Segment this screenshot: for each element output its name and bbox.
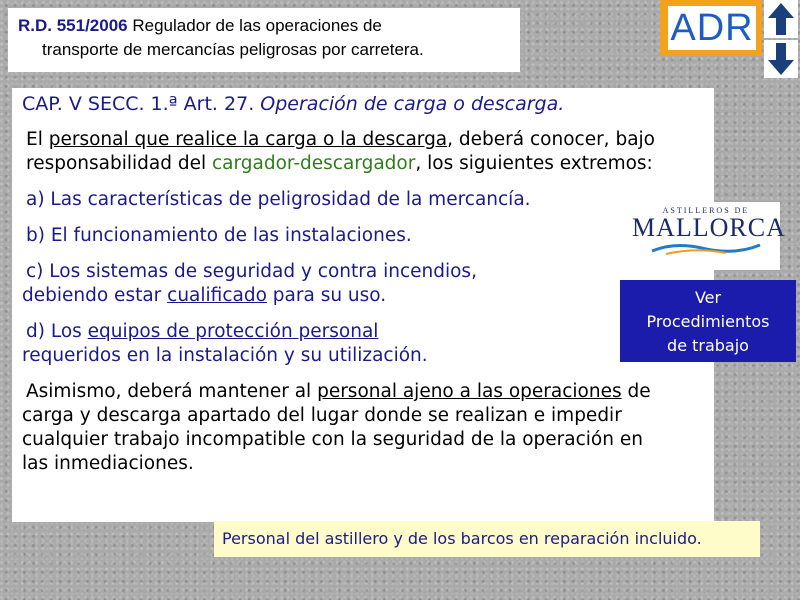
item-c-underlined: cualificado [167,285,267,306]
button-line-2: Procedimientos [646,312,770,331]
intro-part-3: , deberá conocer, bajo [447,129,655,150]
rd-number: R.D. 551/2006 [18,16,128,35]
button-line-3: de trabajo [667,336,749,355]
intro-part-6: , los siguientes extremos: [415,153,653,174]
mallorca-logo-big: MALLORCA [632,213,786,242]
closing-part-3: de [621,381,651,402]
arrow-up-icon[interactable] [764,0,798,38]
header-box [8,8,520,72]
arrow-down-icon[interactable] [764,40,798,78]
item-d-underlined: equipos de protección personal [87,321,379,342]
intro-paragraph [22,128,704,176]
closing-paragraph [22,380,704,476]
closing-part-1: Asimismo, deberá mantener al [26,381,318,402]
article-title-ref: CAP. V SECC. 1.ª Art. 27. [22,93,261,115]
item-a: a) Las características de peligrosidad de la mercancía. [26,189,531,210]
header-line-1-rest: Regulador de las operaciones de [127,16,382,35]
item-c-line-1: c) Los sistemas de seguridad y contra incendios, [26,261,477,282]
intro-part-4: responsabilidad del [26,153,212,174]
intro-part-1: El [26,129,49,150]
note-box: Personal del astillero y de los barcos en reparación incluido. [214,521,760,557]
item-d-line-2: requeridos en la instalación y su utilización. [22,345,428,366]
closing-line-4: las inmediaciones. [22,453,194,474]
item-c [22,260,704,308]
header-line-1 [18,14,510,38]
adr-logo-text: ADR [668,6,756,50]
item-d-pre: d) Los [26,321,88,342]
intro-underlined: personal que realice la carga o la descarga [48,129,448,150]
item-c-line-2-post: para su uso. [266,285,387,306]
header-line-2: transporte de mercancías peligrosas por carretera. [42,40,424,59]
article-title [22,92,704,116]
wave-icon [646,241,766,257]
intro-cargador: cargador-descargador [212,153,416,174]
button-line-1: Ver [694,288,722,307]
item-b: b) El funcionamiento de las instalaciones. [26,225,412,246]
closing-line-2: carga y descarga apartado del lugar donde se realizan e impedir [22,405,622,426]
astilleros-mallorca-logo [632,202,786,270]
nav-arrows [764,0,798,78]
closing-underlined: personal ajeno a las operaciones [317,381,622,402]
item-d [22,320,704,368]
mallorca-logo-small: ASTILLEROS DE [662,206,750,215]
closing-line-3: cualquier trabajo incompatible con la seguridad de la operación en [22,429,643,450]
article-content [12,88,714,522]
item-c-line-2-pre: debiendo estar [22,285,168,306]
ver-procedimientos-button[interactable] [620,280,796,362]
adr-logo [660,0,762,56]
article-title-italic: Operación de carga o descarga. [260,93,565,115]
